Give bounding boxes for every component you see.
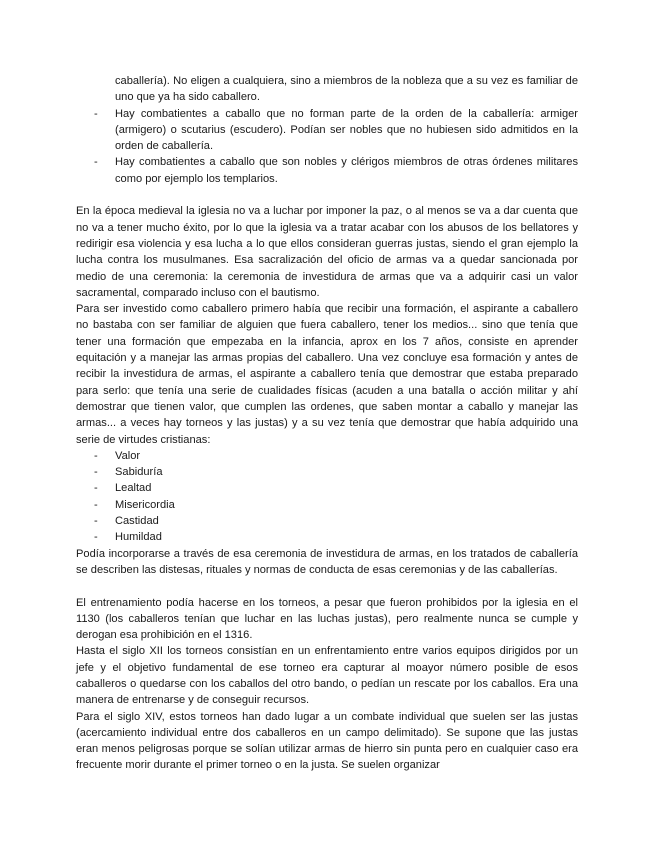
virtues-list xyxy=(76,448,578,546)
paragraph-church: En la época medieval la iglesia no va a luchar por imponer la paz, o al menos se va a dar cuenta que no va a tener mucho éxito, por lo que la iglesia va a tratar acabar con los abusos de los bellatores y redirigir esa violencia y esa lucha a lo que ellos consideran guerras justas, siendo el gran ejemplo la lucha contra los musulmanes. Esa sacralización del oficio de armas va a quedar sancionada por medio de una ceremonia: la ceremonia de investidura de armas que va a adquirir casi un valor sacramental, comparado incluso con el bautismo. xyxy=(76,205,578,299)
paragraph-ceremony: Podía incorporarse a través de esa ceremonia de investidura de armas, en los tratados de caballería se describen las distesas, rituales y normas de conducta de esas ceremonias y de las caballerías. xyxy=(76,547,578,576)
paragraph-tournaments: Hasta el siglo XII los torneos consistían en un enfrentamiento entre varios equipos dirigidos por un jefe y el objetivo fundamental de ese torneo era capturar al moayor número posible de esos caballeros o quedarse con los caballos del otro bando, o pedían un rescate por los caballos. Era una manera de entrenarse y de conseguir recursos. xyxy=(76,645,578,707)
list-continuation: caballería). No eligen a cualquiera, sino a miembros de la nobleza que a su vez es familiar de uno que ya ha sido caballero. xyxy=(115,75,578,104)
list-item: - Hay combatientes a caballo que son nobles y clérigos miembros de otras órdenes militares como por ejemplo los templarios. xyxy=(76,154,578,187)
combatants-list xyxy=(76,106,578,187)
virtue-item: - Castidad xyxy=(76,513,578,529)
virtue-item: - Valor xyxy=(76,448,578,464)
virtue-item: - Humildad xyxy=(76,529,578,545)
paragraph-jousts: Para el siglo XIV, estos torneos han dado lugar a un combate individual que suelen ser las justas (acercamiento individual entre dos caballeros en un campo delimitado). Se supone que las justas eran menos peligrosas porque se solían utilizar armas de hierro sin punta pero en cualquier caso era frecuente morir durante el primer torneo o en la justa. Se suelen organizar xyxy=(76,710,578,772)
virtue-item: - Sabiduría xyxy=(76,464,578,480)
list-item: - Hay combatientes a caballo que no forman parte de la orden de la caballería: armiger (armigero) o scutarius (escudero). Podían ser nobles que no hubiesen sido admitidos en la orden de caballería. xyxy=(76,106,578,155)
document-page xyxy=(76,73,578,774)
virtue-item: - Lealtad xyxy=(76,480,578,496)
paragraph-training: El entrenamiento podía hacerse en los torneos, a pesar que fueron prohibidos por la iglesia en el 1130 (los caballeros tenían que luchar en las luchas justas), pero realmente nunca se cumple y derogan esa prohibición en el 1316. xyxy=(76,596,578,642)
paragraph-investiture: Para ser investido como caballero primero había que recibir una formación, el aspirante a caballero no bastaba con ser familiar de alguien que fuera caballero, tener los medios... sino que tenía que tener una formación que empezaba en la infancia, aprox en los 7 años, consiste en aprender equitación y a manejar las armas propias del caballero. Una vez concluye esa formación y antes de recibir la investidura de armas, el aspirante a caballero tenía que demostrar que estaba preparado para serlo: que tenía una serie de cualidades físicas (acuden a una batalla o acción militar y ahí demostrar que tienen valor, que cumplen las ordenes, que saben montar a caballo y manejar las armas... a veces hay torneos y las justas) y a su vez tenía que demostrar que había adquirido una serie de virtudes cristianas: xyxy=(76,303,578,446)
virtue-item: - Misericordia xyxy=(76,497,578,513)
